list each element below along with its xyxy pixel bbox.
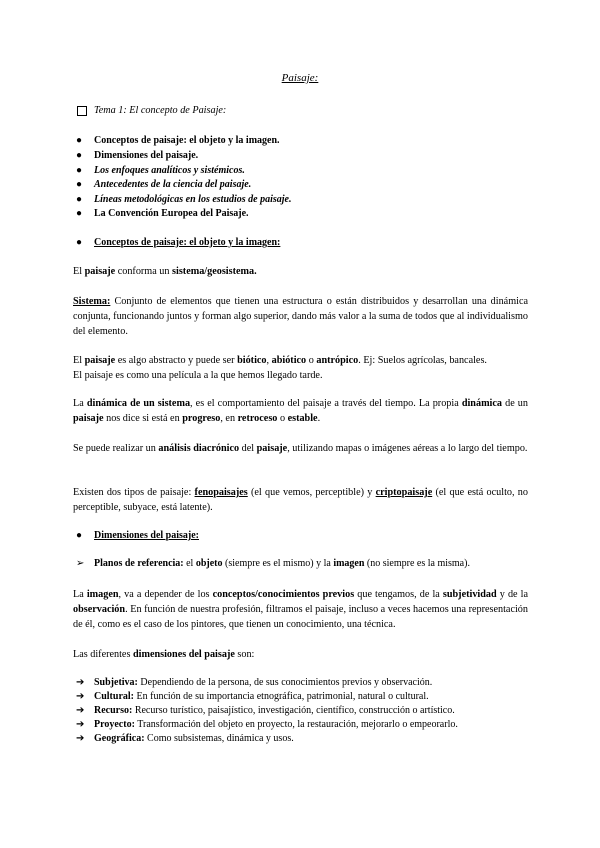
bullet-icon: ● <box>76 194 83 205</box>
paragraph: La dinámica de un sistema, es el comportamiento del paisaje a través del tiempo. La propia dinámica de un paisaje nos dice si está en progreso, en retroceso o estable. <box>73 398 528 424</box>
list-item: Conceptos de paisaje: el objeto y la imagen. <box>94 135 280 146</box>
list-item: Líneas metodológicas en los estudios de paisaje. <box>94 194 292 205</box>
arrow-right-icon: ➔ <box>76 677 85 688</box>
arrow-right-icon: ➔ <box>76 691 85 702</box>
arrow-right-icon: ➔ <box>76 733 85 744</box>
list-item: La Convención Europea del Paisaje. <box>94 208 249 219</box>
list-item: Dimensiones del paisaje. <box>94 150 199 161</box>
list-item: Recurso: Recurso turístico, paisajístico, investigación, científico, construcción o artístico. <box>94 705 455 716</box>
paragraph-line: El paisaje es como una película a la que hemos llegado tarde. <box>73 370 323 381</box>
bullet-icon: ● <box>76 150 83 161</box>
arrow-right-icon: ➔ <box>76 719 85 730</box>
paragraph: Sistema: Conjunto de elementos que tienen una estructura o están distribuidos y desarrollan una dinámica conjunta, funcionando juntos y forman algo superior, dando más valor a la suma de todos que al individualismo del elemento. <box>73 296 528 337</box>
list-item: Cultural: En función de su importancia etnográfica, patrimonial, natural o cultural. <box>94 691 429 702</box>
paragraph: El paisaje conforma un sistema/geosistema. <box>73 266 257 277</box>
page-title: Paisaje: <box>281 72 319 84</box>
list-item: Proyecto: Transformación del objeto en proyecto, la restauración, mejorarlo o empeorarlo. <box>94 719 458 730</box>
list-item: Geográfica: Como subsistemas, dinámica y usos. <box>94 733 294 744</box>
bullet-icon: ● <box>76 237 83 248</box>
tema-heading: Tema 1: El concepto de Paisaje: <box>94 105 227 116</box>
list-item: Los enfoques analíticos y sistémicos. <box>94 165 245 176</box>
arrow-right-icon: ➔ <box>76 705 85 716</box>
section-heading: Dimensiones del paisaje: <box>94 530 199 541</box>
checkbox-icon[interactable] <box>77 106 87 116</box>
paragraph: Se puede realizar un análisis diacrónico del paisaje, utilizando mapas o imágenes aéreas a lo largo del tiempo. <box>73 443 528 454</box>
triangle-arrow-icon: ➢ <box>76 558 85 569</box>
list-item: Planos de referencia: el objeto (siempre es el mismo) y la imagen (no siempre es la misma). <box>94 558 470 569</box>
section-heading: Conceptos de paisaje: el objeto y la imagen: <box>94 237 281 248</box>
bullet-icon: ● <box>76 530 83 541</box>
paragraph: Las diferentes dimensiones del paisaje son: <box>73 649 255 660</box>
paragraph: La imagen, va a depender de los conceptos/conocimientos previos que tengamos, de la subjetividad y de la observación. En función de nuestra profesión, filtramos el paisaje, incluso a veces hacemos una representación de él, como es el caso de los pintores, que tienen un conocimiento, una técnica. <box>73 589 529 630</box>
bullet-icon: ● <box>76 208 83 219</box>
paragraph: Existen dos tipos de paisaje: fenopaisajes (el que vemos, perceptible) y criptopaisaje (el que está oculto, no perceptible, subyace, está latente). <box>73 487 528 513</box>
list-item: Subjetiva: Dependiendo de la persona, de sus conocimientos previos y observación. <box>94 677 433 688</box>
bullet-icon: ● <box>76 165 83 176</box>
bullet-icon: ● <box>76 135 83 146</box>
bullet-icon: ● <box>76 179 83 190</box>
list-item: Antecedentes de la ciencia del paisaje. <box>94 179 252 190</box>
paragraph: El paisaje es algo abstracto y puede ser biótico, abiótico o antrópico. Ej: Suelos agrícolas, bancales. <box>73 355 487 366</box>
